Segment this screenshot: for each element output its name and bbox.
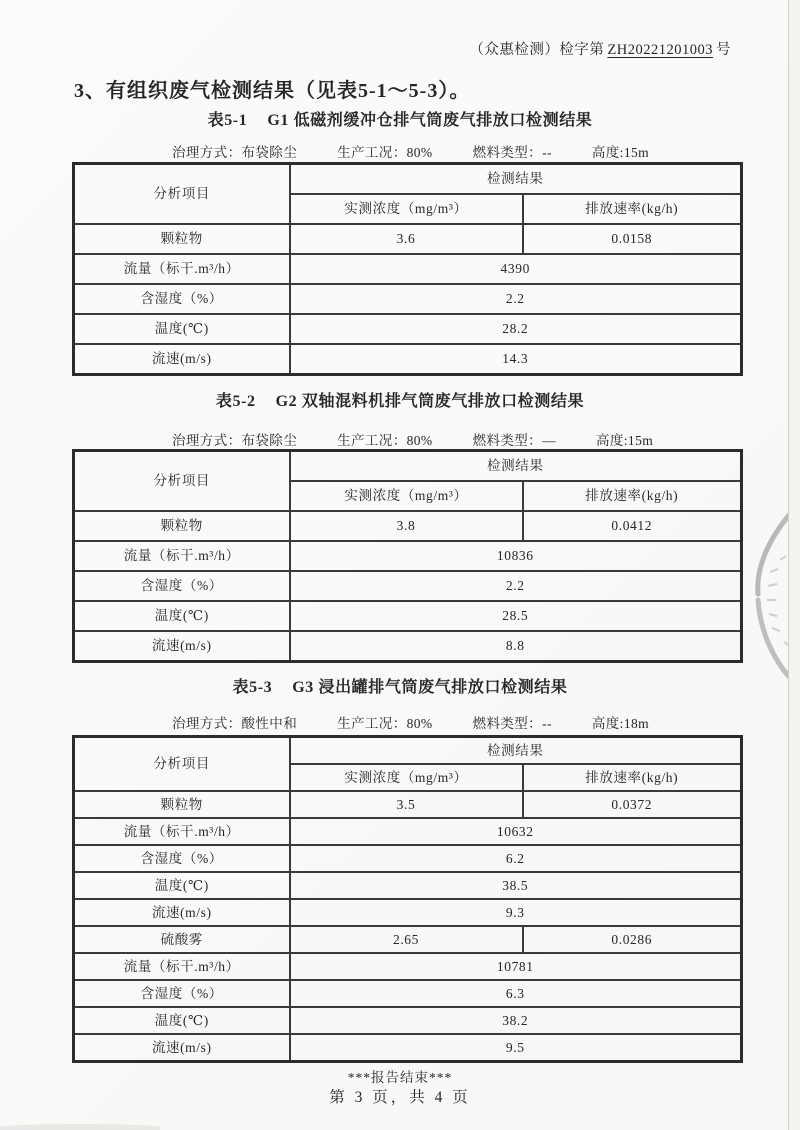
report-end-marker: ***报告结束*** [347,1070,453,1085]
table-5-1-caption [0,107,800,130]
row-value: 2.2 [290,571,742,601]
row-label: 流速(m/s) [74,1034,290,1062]
caption-number: 表5-3 [232,679,273,696]
row-label: 含湿度（%） [74,980,290,1007]
header-row [74,737,742,765]
table-row [74,254,742,284]
table-row [74,845,742,872]
caption-title: G1 低磁剂缓冲仓排气筒废气排放口检测结果 [267,112,593,129]
rate-header: 排放速率(kg/h) [523,481,742,511]
meta-operating-condition: 生产工况：80% [337,716,433,731]
row-label: 含湿度（%） [74,571,290,601]
table-row [74,631,742,662]
caption-title: G3 浸出罐排气筒废气排放口检测结果 [292,679,568,696]
row-label: 含湿度（%） [74,845,290,872]
row-value: 0.0158 [523,224,742,254]
meta-operating-condition: 生产工况：80% [337,433,433,448]
rate-header: 排放速率(kg/h) [523,764,742,791]
analysis-item-header: 分析项目 [74,451,290,512]
table-row [74,601,742,631]
row-value: 10836 [290,541,742,571]
meta-fuel-type: 燃料类型：-- [472,145,552,160]
row-value: 14.3 [290,344,742,375]
meta-height: 高度:18m [591,716,650,731]
detection-table-5-1 [72,162,743,376]
caption-number: 表5-1 [207,112,248,129]
table-5-2-caption [0,388,800,411]
ref-suffix: 号 [716,42,731,58]
row-label: 流速(m/s) [74,899,290,926]
row-label: 硫酸雾 [74,926,290,953]
table-row [74,1007,742,1034]
row-value: 0.0412 [523,511,742,541]
table-row [74,899,742,926]
table-row [74,224,742,254]
row-label: 颗粒物 [74,511,290,541]
header-row [74,451,742,482]
row-value: 3.5 [290,791,523,818]
row-value: 10781 [290,953,742,980]
analysis-item-header: 分析项目 [74,737,290,792]
detection-table-5-2 [72,449,743,663]
table-5-3-caption [0,674,800,697]
row-label: 温度(℃) [74,601,290,631]
table-row [74,791,742,818]
table-row [74,541,742,571]
table-5-1-meta [172,141,649,161]
table-row [74,980,742,1007]
section-title: 3、有组织废气检测结果（见表5-1～5-3）。 [74,80,471,102]
table-row [74,818,742,845]
meta-height: 高度:15m [591,145,650,160]
rate-header: 排放速率(kg/h) [523,194,742,224]
row-value: 6.3 [290,980,742,1007]
concentration-header: 实测浓度（mg/m³） [290,481,523,511]
row-label: 温度(℃) [74,1007,290,1034]
table-row [74,926,742,953]
concentration-header: 实测浓度（mg/m³） [290,764,523,791]
row-value: 2.65 [290,926,523,953]
row-value: 0.0286 [523,926,742,953]
row-value: 3.8 [290,511,523,541]
row-label: 含湿度（%） [74,284,290,314]
meta-treatment: 治理方式：布袋除尘 [172,433,298,448]
scan-bottom-smudge [0,1124,160,1130]
result-header: 检测结果 [290,737,742,765]
table-row [74,872,742,899]
row-label: 流量（标干.m³/h） [74,541,290,571]
row-value: 28.5 [290,601,742,631]
row-value: 4390 [290,254,742,284]
result-header: 检测结果 [290,451,742,482]
result-header: 检测结果 [290,164,742,195]
table-5-2-meta [172,429,653,449]
scan-edge-strip [789,0,800,1130]
table-row [74,344,742,375]
row-label: 流速(m/s) [74,631,290,662]
row-label: 流量（标干.m³/h） [74,953,290,980]
row-value: 6.2 [290,845,742,872]
meta-treatment: 治理方式：布袋除尘 [172,145,298,160]
table-row [74,314,742,344]
row-value: 10632 [290,818,742,845]
row-label: 流速(m/s) [74,344,290,375]
row-value: 38.2 [290,1007,742,1034]
row-value: 3.6 [290,224,523,254]
concentration-header: 实测浓度（mg/m³） [290,194,523,224]
header-row [74,164,742,195]
ref-prefix: （众惠检测）检字第 [469,42,605,58]
table-row [74,284,742,314]
row-value: 9.3 [290,899,742,926]
table-row [74,953,742,980]
table-row [74,511,742,541]
page-number: 第 3 页，共 4 页 [329,1089,471,1106]
row-label: 流量（标干.m³/h） [74,818,290,845]
caption-title: G2 双轴混料机排气筒废气排放口检测结果 [275,393,585,410]
report-reference-line [0,38,731,59]
meta-fuel-type: 燃料类型：-- [472,716,552,731]
row-value: 0.0372 [523,791,742,818]
table-5-3-meta [172,712,649,732]
edge-seal-mark [740,502,792,692]
table-row [74,571,742,601]
row-label: 流量（标干.m³/h） [74,254,290,284]
row-value: 9.5 [290,1034,742,1062]
meta-operating-condition: 生产工况：80% [337,145,433,160]
analysis-item-header: 分析项目 [74,164,290,225]
meta-height: 高度:15m [595,433,654,448]
row-value: 8.8 [290,631,742,662]
row-value: 2.2 [290,284,742,314]
row-label: 颗粒物 [74,791,290,818]
ref-number: ZH20221201003 [607,42,713,58]
row-label: 颗粒物 [74,224,290,254]
table-row [74,1034,742,1062]
detection-table-5-3 [72,735,743,1063]
meta-treatment: 治理方式：酸性中和 [172,716,298,731]
row-value: 38.5 [290,872,742,899]
row-value: 28.2 [290,314,742,344]
row-label: 温度(℃) [74,314,290,344]
caption-number: 表5-2 [215,393,256,410]
meta-fuel-type: 燃料类型：— [472,433,556,448]
row-label: 温度(℃) [74,872,290,899]
